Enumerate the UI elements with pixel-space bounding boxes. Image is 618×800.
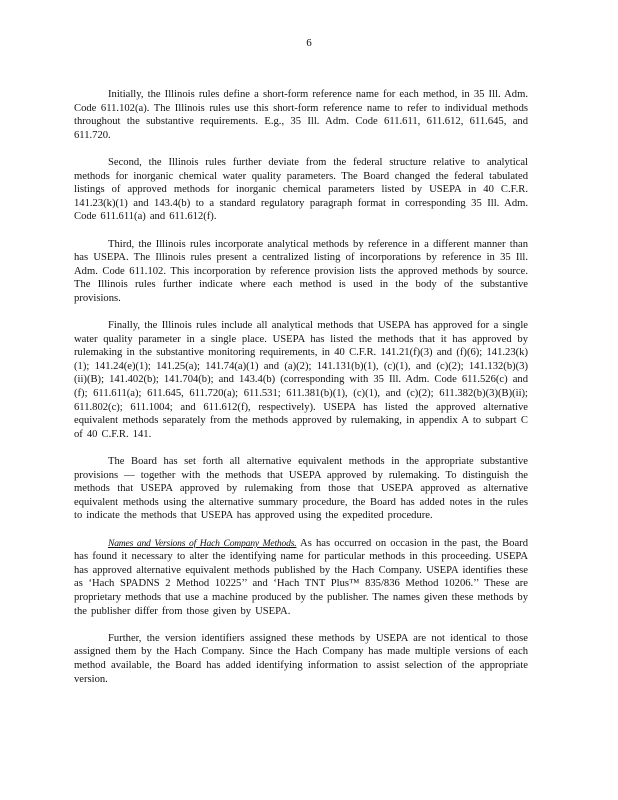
hach-paragraph-text: As has occurred on occasion in the past, the Board has found it necessary to alter the identifying name for particular methods in this proceeding. USEPA has approved alternative equivalent methods published by the Hach Company. USEPA identifies these as ‘Hach SPADNS 2 Method 10225’’ and ‘Hach TNT Plus™ 835/836 Method 10206.’’ These are proprietary methods that use a machine produced by the publisher. The names given these methods by the publisher differ from those given by USEPA.	[74, 537, 528, 617]
paragraph-hach-methods	[74, 537, 528, 619]
paragraph-alternative-methods: The Board has set forth all alternative equivalent methods in the appropriate substantive provisions — together with the methods that USEPA approved by rulemaking. To distinguish the methods that USEPA approved by rulemaking from those that USEPA approved as alternative equivalent methods using the alternative summary procedure, the Board has added notes in the rules to indicate the methods that USEPA has approved using the expedited procedure.	[74, 456, 528, 522]
paragraph-short-form-names: Initially, the Illinois rules define a short-form reference name for each method, in 35 Ill. Adm. Code 611.102(a). The Illinois rules use this short-form reference name to refer to individual methods throughout the substantive requirements. E.g., 35 Ill. Adm. Code 611.611, 611.612, 611.645, and 611.720.	[74, 89, 528, 141]
paragraph-version-identifiers: Further, the version identifiers assigned these methods by USEPA are not identical to those assigned them by the Hach Company. Since the Hach Company has made multiple versions of each method available, the Board has added identifying information to assist selection of the appropriate version.	[74, 632, 528, 685]
paragraph-single-place-listing: Finally, the Illinois rules include all analytical methods that USEPA has approved for a single water quality parameter in a single place. USEPA has listed the methods that it has approved by rulemaking in the substantive monitoring requirements, in 40 C.F.R. 141.21(f)(3) and (f)(6); 141.23(k)(1); 141.24(e)(1); 141.25(a); 141.74(a)(1) and (a)(2); 141.131(b)(1), (c)(1), and (c)(2); 141.132(b)(3)(ii)(B); 141.402(b); 141.704(b); and 143.4(b) (corresponding with 35 Ill. Adm. Code 611.526(c) and (f); 611.611(a); 611.645, 611.720(a); 611.531; 611.381(b)(1), (c)(1), and (c)(2); 611.382(b)(3)(B)(ii); 611.802(c); 611.1004; and 611.612(f), respectively). USEPA has listed the approved alternative equivalent methods separately from the methods approved by rulemaking, in appendix A to subpart C of 40 C.F.R. 141.	[74, 320, 528, 440]
paragraph-inorganic-methods: Second, the Illinois rules further deviate from the federal structure relative to analytical methods for inorganic chemical water quality parameters. The Board changed the federal tabulated listings of approved methods for inorganic chemical parameters listed by USEPA in 40 C.F.R. 141.23(k)(1) and 143.4(b) to a standard regulatory paragraph format in corresponding 35 Ill. Adm. Code 611.611(a) and 611.612(f).	[74, 156, 528, 223]
body-text	[74, 88, 528, 700]
page-number: 6	[306, 37, 312, 49]
paragraph-incorporation-by-reference: Third, the Illinois rules incorporate analytical methods by reference in a different manner than has USEPA. The Illinois rules present a centralized listing of incorporations by reference in 35 Ill. Adm. Code 611.102. This incorporation by reference provision lists the approved methods by source. The Illinois rules further indicate where each method is used in the body of the substantive provisions.	[74, 238, 528, 304]
hach-section-heading: Names and Versions of Hach Company Methods.	[108, 537, 297, 549]
